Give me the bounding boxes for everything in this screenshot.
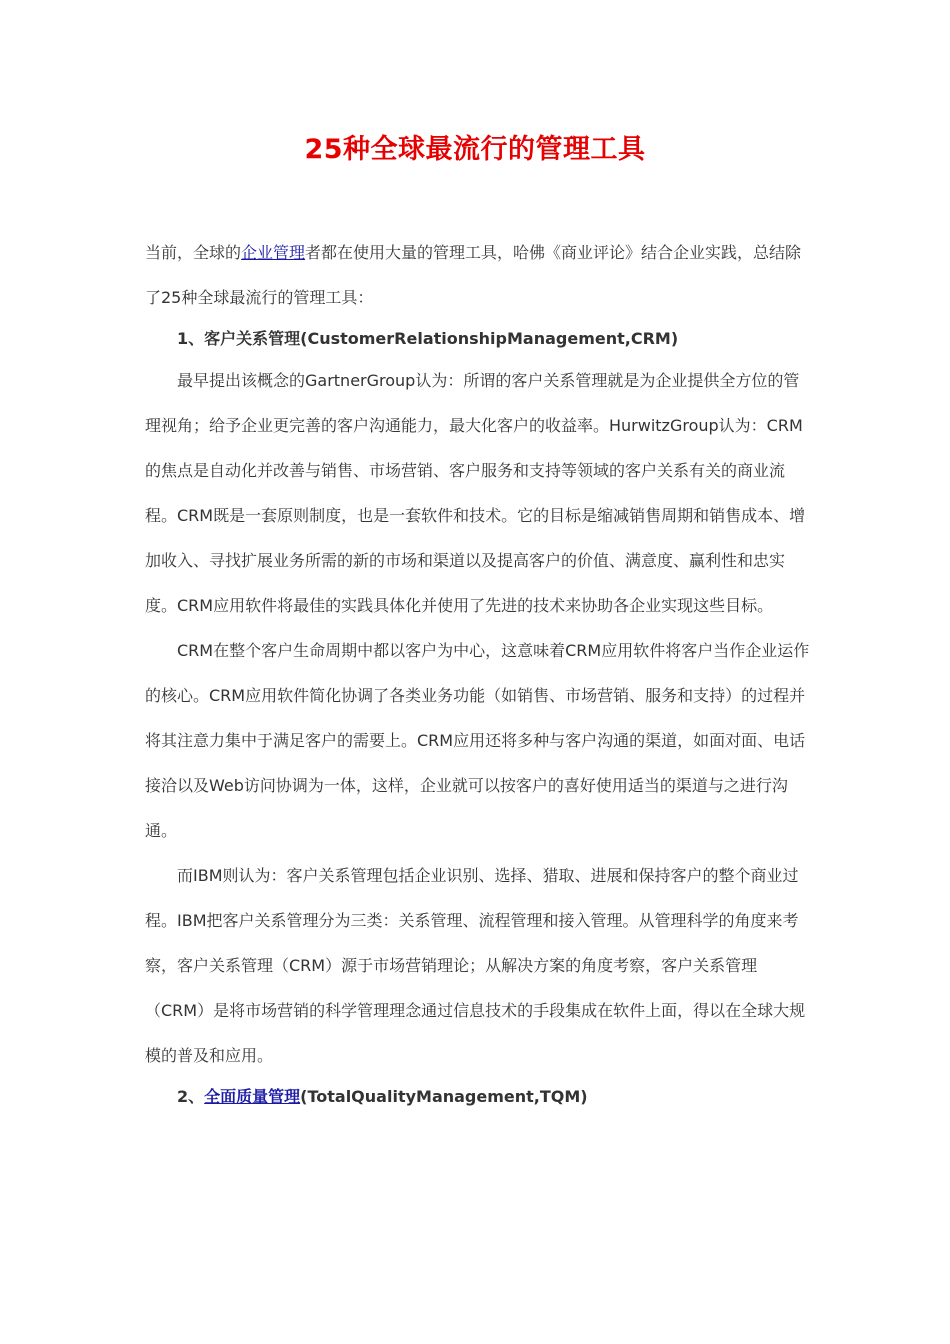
crm-paragraph-1: 最早提出该概念的GartnerGroup认为：所谓的客户关系管理就是为企业提供全方位的管理视角；给予企业更完善的客户沟通能力，最大化客户的收益率。HurwitzGroup认为：CRM的焦点是自动化并改善与销售、市场营销、客户服务和支持等领域的客户关系有关的商业流程。CRM既是一套原则制度，也是一套软件和技术。它的目标是缩减销售周期和销售成本、增加收入、寻找扩展业务所需的新的市场和渠道以及提高客户的价值、满意度、赢利性和忠实度。CRM应用软件将最佳的实践具体化并使用了先进的技术来协助各企业实现这些目标。 [145,371,806,615]
intro-paragraph [145,230,813,320]
enterprise-management-link[interactable]: 企业管理 [241,243,306,262]
crm-paragraph-3: 而IBM则认为：客户关系管理包括企业识别、选择、猎取、进展和保持客户的整个商业过程。IBM把客户关系管理分为三类：关系管理、流程管理和接入管理。从管理科学的角度来考察，客户关系管理（CRM）源于市场营销理论；从解决方案的角度考察，客户关系管理（CRM）是将市场营销的科学管理理念通过信息技术的手段集成在软件上面，得以在全球大规模的普及和应用。 [145,866,806,1065]
intro-prefix: 当前，全球的 [145,243,242,262]
section-number: 2、 [177,1087,205,1106]
section-title: (TotalQualityManagement,TQM) [300,1087,588,1106]
intro-suffix: 者都在使用大量的管理工具，哈佛《商业评论》结合企业实践，总结除了25种全球最流行的管理工具： [145,243,802,307]
document-title: 25种全球最流行的管理工具 [304,134,646,165]
section-title: 客户关系管理(CustomerRelationshipManagement,CRM) [204,329,679,348]
section-heading-tqm [145,1078,813,1116]
crm-paragraph-2: CRM在整个客户生命周期中都以客户为中心，这意味着CRM应用软件将客户当作企业运作的核心。CRM应用软件简化协调了各类业务功能（如销售、市场营销、服务和支持）的过程并将其注意力集中于满足客户的需要上。CRM应用还将多种与客户沟通的渠道，如面对面、电话接洽以及Web访问协调为一体，这样，企业就可以按客户的喜好使用适当的渠道与之进行沟通。 [145,641,810,840]
total-quality-management-link[interactable]: 全面质量管理 [204,1087,301,1106]
section-heading-crm [145,320,813,358]
section-number: 1、 [177,329,205,348]
document-body [145,230,813,1116]
